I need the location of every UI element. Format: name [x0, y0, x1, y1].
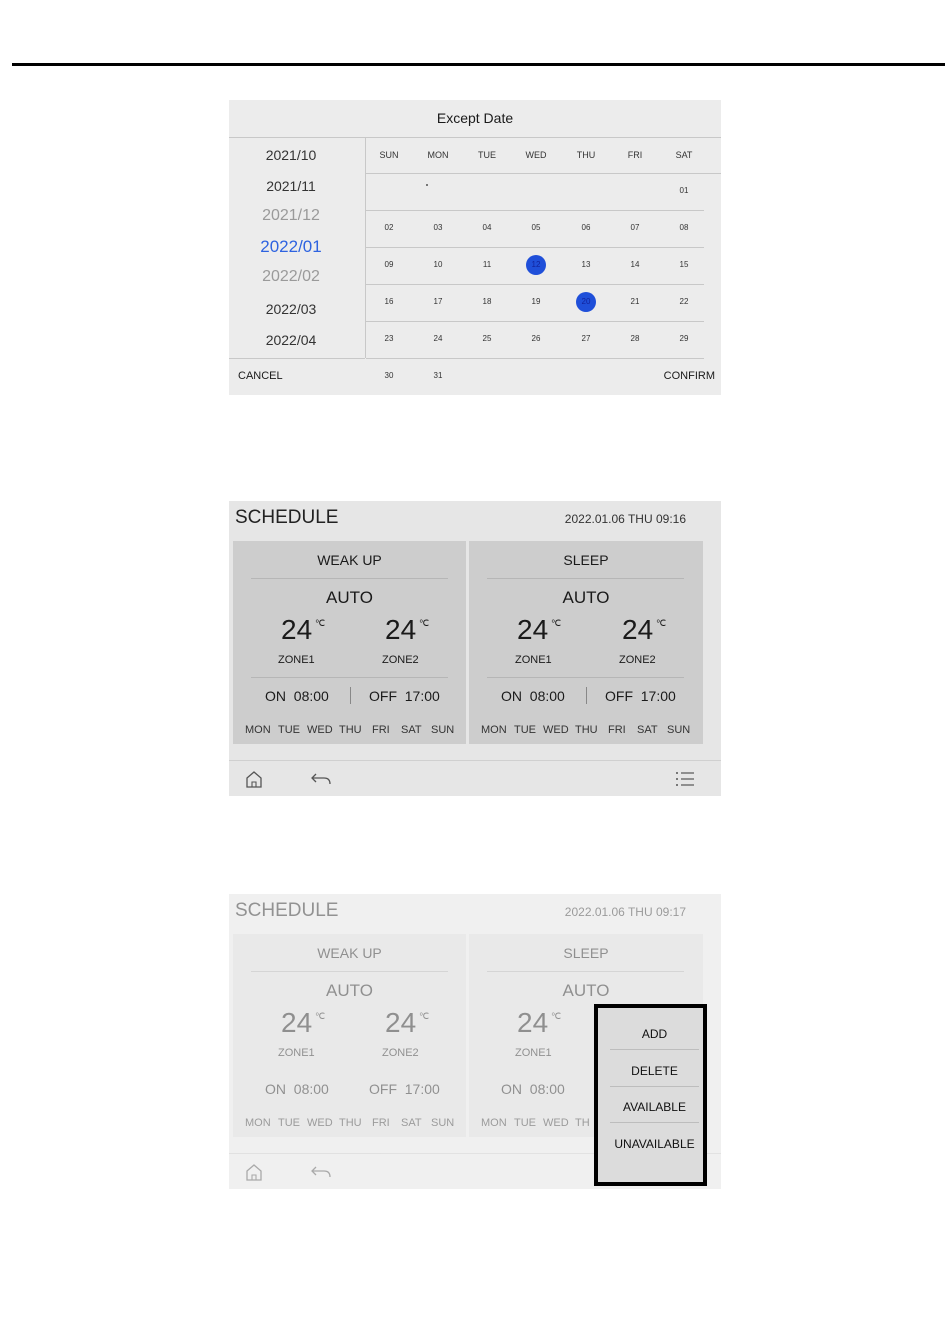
calendar-day[interactable]: 31 — [433, 371, 443, 380]
calendar-day[interactable]: 07 — [630, 223, 640, 232]
weekday-label: THU — [575, 724, 598, 736]
card-title: WEAK UP — [317, 945, 382, 961]
weekday-label: MON — [481, 1117, 507, 1129]
divider — [251, 677, 448, 678]
zone1-label: ZONE1 — [515, 1047, 552, 1059]
calendar-day[interactable]: 18 — [482, 297, 492, 306]
calendar-day[interactable]: 26 — [531, 334, 541, 343]
cancel-button[interactable]: CANCEL — [238, 370, 283, 382]
weekday-label: SAT — [637, 724, 658, 736]
calendar-day[interactable]: 02 — [384, 223, 394, 232]
zone1-label: ZONE1 — [278, 654, 315, 666]
calendar-day[interactable]: 24 — [433, 334, 443, 343]
calendar-day-selected[interactable]: 20 — [576, 292, 596, 312]
calendar-day[interactable]: 30 — [384, 371, 394, 380]
unit-label: ℃ — [315, 1011, 326, 1021]
weekday-label: TH — [575, 1117, 590, 1129]
calendar-day[interactable]: 21 — [630, 297, 640, 306]
weekday-label: SUN — [667, 724, 691, 736]
schedule-card-sleep[interactable] — [469, 541, 703, 744]
zone1-temp: 24 — [281, 614, 313, 645]
zone2-temp: 24 — [385, 614, 417, 645]
weekday-label: TUE — [278, 1117, 300, 1129]
weekday-header: SUN — [379, 150, 399, 160]
mode-label: AUTO — [562, 981, 610, 1000]
calendar-day[interactable]: 17 — [433, 297, 443, 306]
weekday-header: SAT — [675, 150, 693, 160]
month-item[interactable]: 2022/02 — [262, 268, 320, 285]
calendar-day[interactable]: 04 — [482, 223, 492, 232]
zone1-temp: 24 — [517, 614, 549, 645]
calendar-day[interactable]: 11 — [482, 260, 492, 269]
calendar-day[interactable]: 10 — [433, 260, 443, 269]
unit-label: ℃ — [419, 618, 430, 628]
weekday-label: SAT — [401, 1117, 422, 1129]
divider — [586, 687, 587, 704]
weekday-header: TUE — [478, 150, 496, 160]
decorative-dot — [426, 184, 428, 186]
off-time: OFF 17:00 — [369, 688, 440, 704]
weekday-label: TUE — [278, 724, 300, 736]
on-time: ON 08:00 — [501, 1081, 565, 1097]
zone2-temp: 24 — [622, 614, 654, 645]
schedule-card-wake-up[interactable] — [233, 934, 466, 1137]
divider — [366, 321, 704, 322]
weekday-label: THU — [339, 724, 362, 736]
weekday-label: FRI — [372, 1117, 390, 1129]
on-time: ON 08:00 — [265, 1081, 329, 1097]
weekday-label: TUE — [514, 1117, 536, 1129]
menu-item-delete[interactable]: DELETE — [631, 1064, 678, 1078]
zone2-label: ZONE2 — [382, 1047, 419, 1059]
weekday-header: MON — [427, 150, 449, 160]
on-time: ON 08:00 — [265, 688, 329, 704]
zone2-label: ZONE2 — [382, 654, 419, 666]
page-title: SCHEDULE — [235, 507, 339, 528]
unit-label: ℃ — [551, 618, 562, 628]
divider — [610, 1086, 699, 1087]
calendar-day[interactable]: 06 — [581, 223, 591, 232]
divider — [251, 971, 448, 972]
zone1-label: ZONE1 — [515, 654, 552, 666]
on-time: ON 08:00 — [501, 688, 565, 704]
weekday-label: MON — [245, 724, 271, 736]
month-item[interactable]: 2021/12 — [262, 207, 320, 224]
calendar-day[interactable]: 01 — [679, 186, 689, 195]
weekday-header: WED — [525, 150, 547, 160]
month-item-selected[interactable]: 2022/01 — [260, 237, 322, 256]
calendar-day[interactable]: 27 — [581, 334, 591, 343]
weekday-label: WED — [307, 724, 333, 736]
divider — [229, 358, 365, 359]
weekday-label: WED — [307, 1117, 333, 1129]
unit-label: ℃ — [315, 618, 326, 628]
card-title: SLEEP — [563, 552, 609, 568]
page-title: SCHEDULE — [235, 900, 339, 921]
zone1-label: ZONE1 — [278, 1047, 315, 1059]
bottom-nav-bar — [229, 760, 721, 796]
calendar-day[interactable]: 22 — [679, 297, 689, 306]
month-item[interactable]: 2021/10 — [265, 147, 317, 163]
mode-label: AUTO — [326, 981, 373, 1000]
home-icon[interactable] — [244, 769, 264, 789]
confirm-button[interactable]: CONFIRM — [663, 370, 715, 382]
except-date-title: Except Date — [229, 100, 721, 138]
divider — [251, 578, 448, 579]
calendar-day[interactable]: 13 — [581, 260, 591, 269]
weekday-label: SUN — [431, 1117, 455, 1129]
divider — [366, 284, 704, 285]
weekday-label: MON — [245, 1117, 271, 1129]
back-arrow-icon[interactable] — [310, 770, 332, 788]
calendar-day[interactable]: 19 — [531, 297, 541, 306]
zone1-temp: 24 — [517, 1007, 549, 1038]
divider — [366, 210, 704, 211]
zone2-label: ZONE2 — [619, 654, 656, 666]
month-item[interactable]: 2022/04 — [265, 332, 317, 348]
weekday-label: FRI — [372, 724, 390, 736]
calendar-day[interactable]: 08 — [679, 223, 689, 232]
calendar-day[interactable]: 09 — [384, 260, 394, 269]
weekday-header: FRI — [627, 150, 643, 160]
weekday-label: THU — [339, 1117, 362, 1129]
weekday-label: WED — [543, 724, 569, 736]
calendar-day[interactable]: 29 — [679, 334, 689, 343]
month-item[interactable]: 2022/03 — [265, 301, 317, 317]
unit-label: ℃ — [656, 618, 667, 628]
schedule-screen — [229, 501, 721, 796]
menu-item-unavailable[interactable]: UNAVAILABLE — [614, 1137, 695, 1151]
unit-label: ℃ — [551, 1011, 562, 1021]
mode-label: AUTO — [326, 588, 373, 607]
mode-label: AUTO — [562, 588, 610, 607]
calendar-day[interactable]: 15 — [679, 260, 689, 269]
off-time: OFF 17:00 — [605, 688, 676, 704]
month-picker[interactable] — [229, 137, 366, 358]
back-arrow-icon[interactable] — [310, 1163, 332, 1181]
calendar-day[interactable]: 05 — [531, 223, 541, 232]
schedule-menu-screen — [229, 894, 721, 1189]
divider — [487, 971, 684, 972]
divider — [366, 247, 704, 248]
datetime-display: 2022.01.06 THU 09:17 — [564, 905, 686, 919]
divider — [487, 578, 684, 579]
weekday-label: SUN — [431, 724, 455, 736]
menu-list-icon[interactable] — [674, 770, 696, 788]
zone1-temp: 24 — [281, 1007, 313, 1038]
schedule-card-wake-up[interactable] — [233, 541, 466, 744]
except-date-screen — [229, 100, 721, 395]
calendar-day[interactable]: 16 — [384, 297, 394, 306]
calendar-day[interactable]: 23 — [384, 334, 394, 343]
divider — [487, 677, 684, 678]
menu-item-add[interactable]: ADD — [641, 1027, 668, 1041]
zone2-temp: 24 — [385, 1007, 417, 1038]
card-title: SLEEP — [563, 945, 609, 961]
weekday-header: THU — [576, 150, 596, 160]
weekday-label: WED — [543, 1117, 569, 1129]
divider — [366, 173, 721, 174]
datetime-display: 2022.01.06 THU 09:16 — [564, 512, 686, 526]
menu-item-available[interactable]: AVAILABLE — [623, 1100, 686, 1114]
home-icon[interactable] — [244, 1162, 264, 1182]
page-top-rule — [12, 63, 945, 66]
month-item[interactable]: 2021/11 — [266, 178, 316, 194]
calendar-day[interactable]: 03 — [433, 223, 443, 232]
calendar-day[interactable]: 25 — [482, 334, 492, 343]
divider — [350, 687, 351, 704]
divider — [610, 1049, 699, 1050]
weekday-label: MON — [481, 724, 507, 736]
calendar-day-selected[interactable]: 12 — [526, 255, 546, 275]
off-time: OFF 17:00 — [369, 1081, 440, 1097]
card-title: WEAK UP — [317, 552, 382, 568]
divider — [366, 358, 704, 359]
weekday-label: FRI — [608, 724, 626, 736]
weekday-label: SAT — [401, 724, 422, 736]
calendar-day[interactable]: 28 — [630, 334, 640, 343]
unit-label: ℃ — [419, 1011, 430, 1021]
divider — [610, 1122, 699, 1123]
calendar-day[interactable]: 14 — [630, 260, 640, 269]
schedule-options-menu — [594, 1004, 707, 1186]
weekday-label: TUE — [514, 724, 536, 736]
